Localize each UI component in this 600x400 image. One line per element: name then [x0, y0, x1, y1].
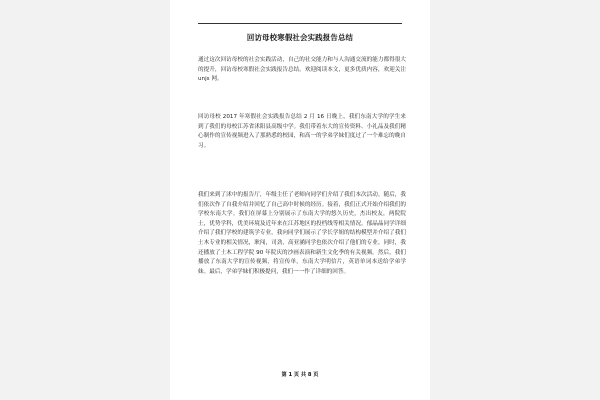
header-rule [198, 23, 402, 24]
document-title: 回访母校寒假社会实践报告总结 [246, 33, 354, 42]
paragraph-activity: 我们来到了沭中的报告厅，年级主任了老师向同学们介绍了我们本次活动。随后，我们依次作了自我介绍并回忆了自己高中时候的经历。接着，我们正式开始介绍我们的学校东南大学。我们在屏幕上分别展示了东南大学的悠久历史，杰出校友，两院院士，优势学科，优美环境及近年来在江苏地区的投档线等相关情况。郁晶晶同学详细介绍了我们学校的建筑学专业，我向同学们展示了学长学姐的结构模型并介绍了我们土木专业的相关情况，耿闯，司劲，高亚涵同学也依次介绍了他们的专业。同时，我还播放了土木工程学院 90 年院庆的沙画表演和新生文化季的有关视频。然后，我们播放了东南大学的宣传视频，将宣传单，东南大学明信片，英语单词本送给学弟学妹。最后，学弟学妹们积极提问，我们一一作了详细的回答。 [198, 192, 406, 275]
paragraph-visit: 回访母校 2017 年寒假社会实践报告总结 2 月 16 日晚上，我们东南大学的学生来到了我们的母校江苏省沭阳县高级中学。我们带着东大的宣传资料、小礼品及我们精心制作的宣传视频进入了那熟悉的校园，和高一的学弟学妹们度过了一个难忘的晚自习。 [198, 114, 406, 149]
paragraph-intro: 通过这次回访母校的社会实践活动，自己的社交能力和与人沟通交流的能力都得很大的提升，回访母校寒假社会实践报告总结。欢迎阅读本文，更多优质内容，欢迎关注 unjs 网。 [198, 57, 406, 83]
page-number-footer: 第 1 页 共 8 页 [281, 372, 319, 378]
document-page [170, 0, 430, 400]
